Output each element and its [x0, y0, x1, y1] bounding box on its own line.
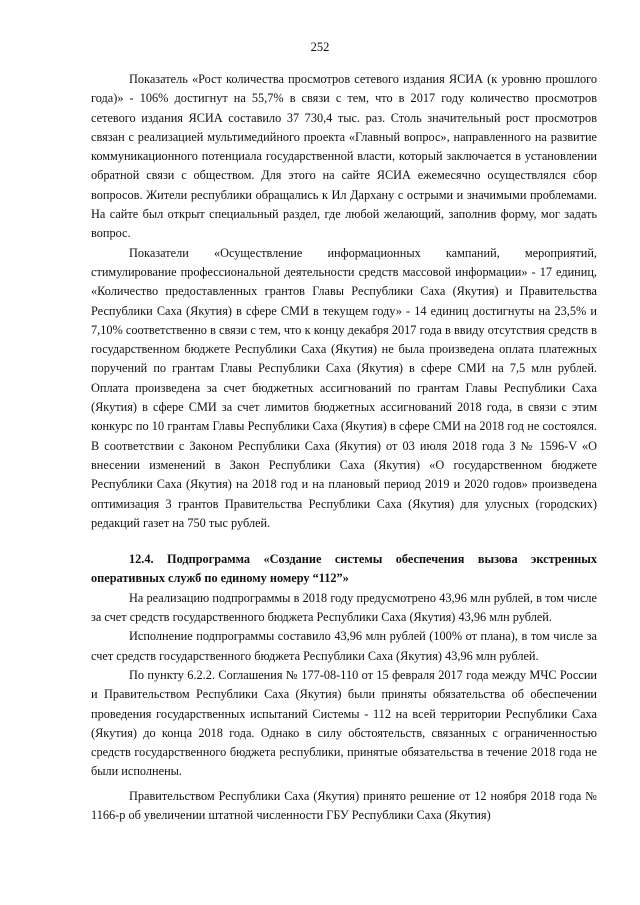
paragraph-decision: Правительством Республики Саха (Якутия) принято решение от 12 ноября 2018 года № 1166-р об увеличении штатной численности ГБУ Республики Саха (Якутия)	[91, 788, 597, 822]
paragraph-media-grants: Показатели «Осуществление информационных кампаний, мероприятий, стимулирование профессиональной деятельности средств массовой информации» - 17 единиц, «Количество предоставленных грантов Главы Республики Саха (Якутия) и Правительства Республики Саха (Якутия) в сфере СМИ в текущем году» - 14 единиц достигнуты на 23,5% и 7,10% соответственно в связи с тем, что к концу декабря 2017 года в ввиду отсутствия средств в государственном бюджете Республики Саха (Якутия) не была произведена оплата платежных поручений по грантам Главы Республики Саха (Якутия) в сфере СМИ на 7,5 млн рублей. Оплата произведена за счет бюджетных ассигнований по грантам Главы Республики Саха (Якутия) в сфере СМИ за счет лимитов бюджетных ассигнований 2018 года, в связи с этим конкурс по 10 грантам Главы Республики Саха (Якутия) в сфере СМИ на 2018 год не состоялся. В соответствии с Законом Республики Саха (Якутия) от 03 июля 2018 года З № 1596-V «О внесении изменений в Закон Республики Саха (Якутия) «О государственном бюджете Республики Саха (Якутия) на 2018 год и на плановый период 2019 и 2020 годов» произведена оптимизация 3 грантов Правительства Республики Саха (Якутия) для улусных (городских) редакций газет на 750 тыс рублей.	[91, 245, 597, 530]
paragraph-yasia-views: Показатель «Рост количества просмотров сетевого издания ЯСИА (к уровню прошлого года)» - 106% достигнут на 55,7% в связи с тем, что в 2017 году количество просмотров сетевого издания ЯСИА составило 37 730,4 тыс. раз. Столь значительный рост просмотров связан с реализацией мультимедийного проекта «Главный вопрос», направленного на развитие коммуникационного потенциала государственной власти, который заключается в установлении обратной связи с обществом. Для этого на сайте ЯСИА ежемесячно осуществлялся сбор вопросов. Жители республики обращались к Ил Дархану с острыми и значимыми проблемами. На сайте был открыт специальный раздел, где любой желающий, заполнив форму, мог задать вопрос.	[91, 72, 597, 241]
paragraph-execution: Исполнение подпрограммы составило 43,96 млн рублей (100% от плана), в том числе за счет средств государственного бюджета Республики Саха (Якутия) 43,96 млн рублей.	[91, 629, 597, 663]
paragraph-funding: На реализацию подпрограммы в 2018 году предусмотрено 43,96 млн рублей, в том числе за счет средств государственного бюджета Республики Саха (Якутия) 43,96 млн рублей.	[91, 590, 597, 625]
paragraph-agreement: По пункту 6.2.2. Соглашения № 177-08-110 от 15 февраля 2017 года между МЧС России и Правительством Республики Саха (Якутия) были приняты обязательства об обеспечении проведения государственных испытаний Системы - 112 на всей территории Республики Саха (Якутия) до конца 2018 года. Однако в силу обстоятельств, связанных с ограниченностью средств государственного бюджета республики, принятые обязательства в течение 2018 года не были исполнены.	[91, 667, 597, 779]
page-number: 252	[310, 40, 330, 54]
page-content	[91, 70, 597, 825]
section-heading: 12.4. Подпрограмма «Создание системы обеспечения вызова экстренных оперативных служб по единому номеру “112”»	[91, 552, 597, 586]
